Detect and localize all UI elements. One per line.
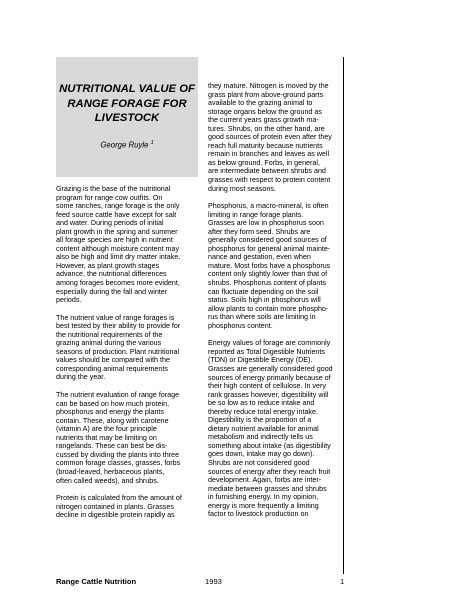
paragraph: Energy values of forage are commonly reported as Total Digestible Nutrients (TDN) or Digestible Energy (DE). Grasses are generally considered good sources of energy primarily because of their high content of cellulose. In very rank grasses however, digestibility will be so low as to reduce intake and thereby reduce total energy intake. Digestibility is the proportion of a dietary nutrient available for animal metabolism and indirectly tells us something about intake (as digestibility goes down, intake may go down). Shrubs are not considered good sources of energy after they reach fruit development. Again, forbs are inter- mediate between grasses and shrubs in furnishing energy. In my opinion, energy is more frequently a limiting factor to livestock production on	[208, 339, 333, 519]
paragraph: The nutrient value of range forages is best tested by their ability to provide for the nutritional requirements of the grazing animal during the various seasons of production. Plant nutritional values should be compared with the corresponding animal requirements during the year.	[56, 313, 181, 382]
paragraph: Phosphorus, a macro-mineral, is often limiting in range forage plants. Grasses are low in phosphorus soon after they form seed. Shrubs are generally considered good sources of phosphorus for general animal mainte- nance and gestation, even when mature. Most forbs have a phosphorus content only slightly lower than that of shrubs. Phosphorus content of plants can fluctuate depending on the soil status. Soils high in phosphorus will allow plants to contain more phospho- rus than where soils are limiting in phosphorus content.	[208, 202, 331, 330]
author-name: George Ruyle	[100, 140, 149, 150]
author-line	[56, 140, 198, 150]
paragraph: they mature. Nitrogen is moved by the grass plant from above-ground parts available to the grazing animal to storage organs below the ground as the current years grass growth ma- tures. Shrubs, on the other hand, are good sources of protein even after they reach full maturity because nutrients remain in branches and leaves as well as below ground. Forbs, in general, are intermediate between shrubs and grasses with respect to protein content during most seasons.	[208, 82, 332, 193]
footer-year: 1993	[205, 577, 222, 586]
left-column	[56, 185, 198, 529]
footer-publication: Range Cattle Nutrition	[56, 577, 137, 586]
paragraph: Protein is calculated from the amount of nitrogen contained in plants. Grasses decline in digestible protein rapidly as	[56, 494, 182, 520]
right-column	[208, 82, 348, 528]
footer-page-number: 1	[340, 577, 345, 586]
page-title	[56, 82, 198, 126]
title-text: NUTRITIONAL VALUE OF RANGE FORAGE FOR LIVESTOCK	[59, 83, 195, 124]
paragraph: Grazing is the base of the nutritional program for range cow outfits. On some ranches, range forage is the only feed source cattle have except for salt and water. During periods of initial plant growth in the spring and summer all forage species are high in nutrient content although moisture content may also be high and limit dry matter intake. However, as plant growth stages advance, the nutritional differences among forages becomes more evident, especially during the fall and winter periods.	[56, 185, 181, 305]
paragraph: The nutrient evaluation of range forage can be based on how much protein, phosphorus and energy the plants contain. These, along with carotene (vitamin A) are the four principle nutrients that may be limiting on rangelands. These can best be dis- cussed by dividing the plants into three common forage classes, grasses, forbs (broad-leaved, herbaceous plants, often called weeds), and shrubs.	[56, 391, 181, 485]
author-note-mark: 1	[150, 140, 154, 146]
